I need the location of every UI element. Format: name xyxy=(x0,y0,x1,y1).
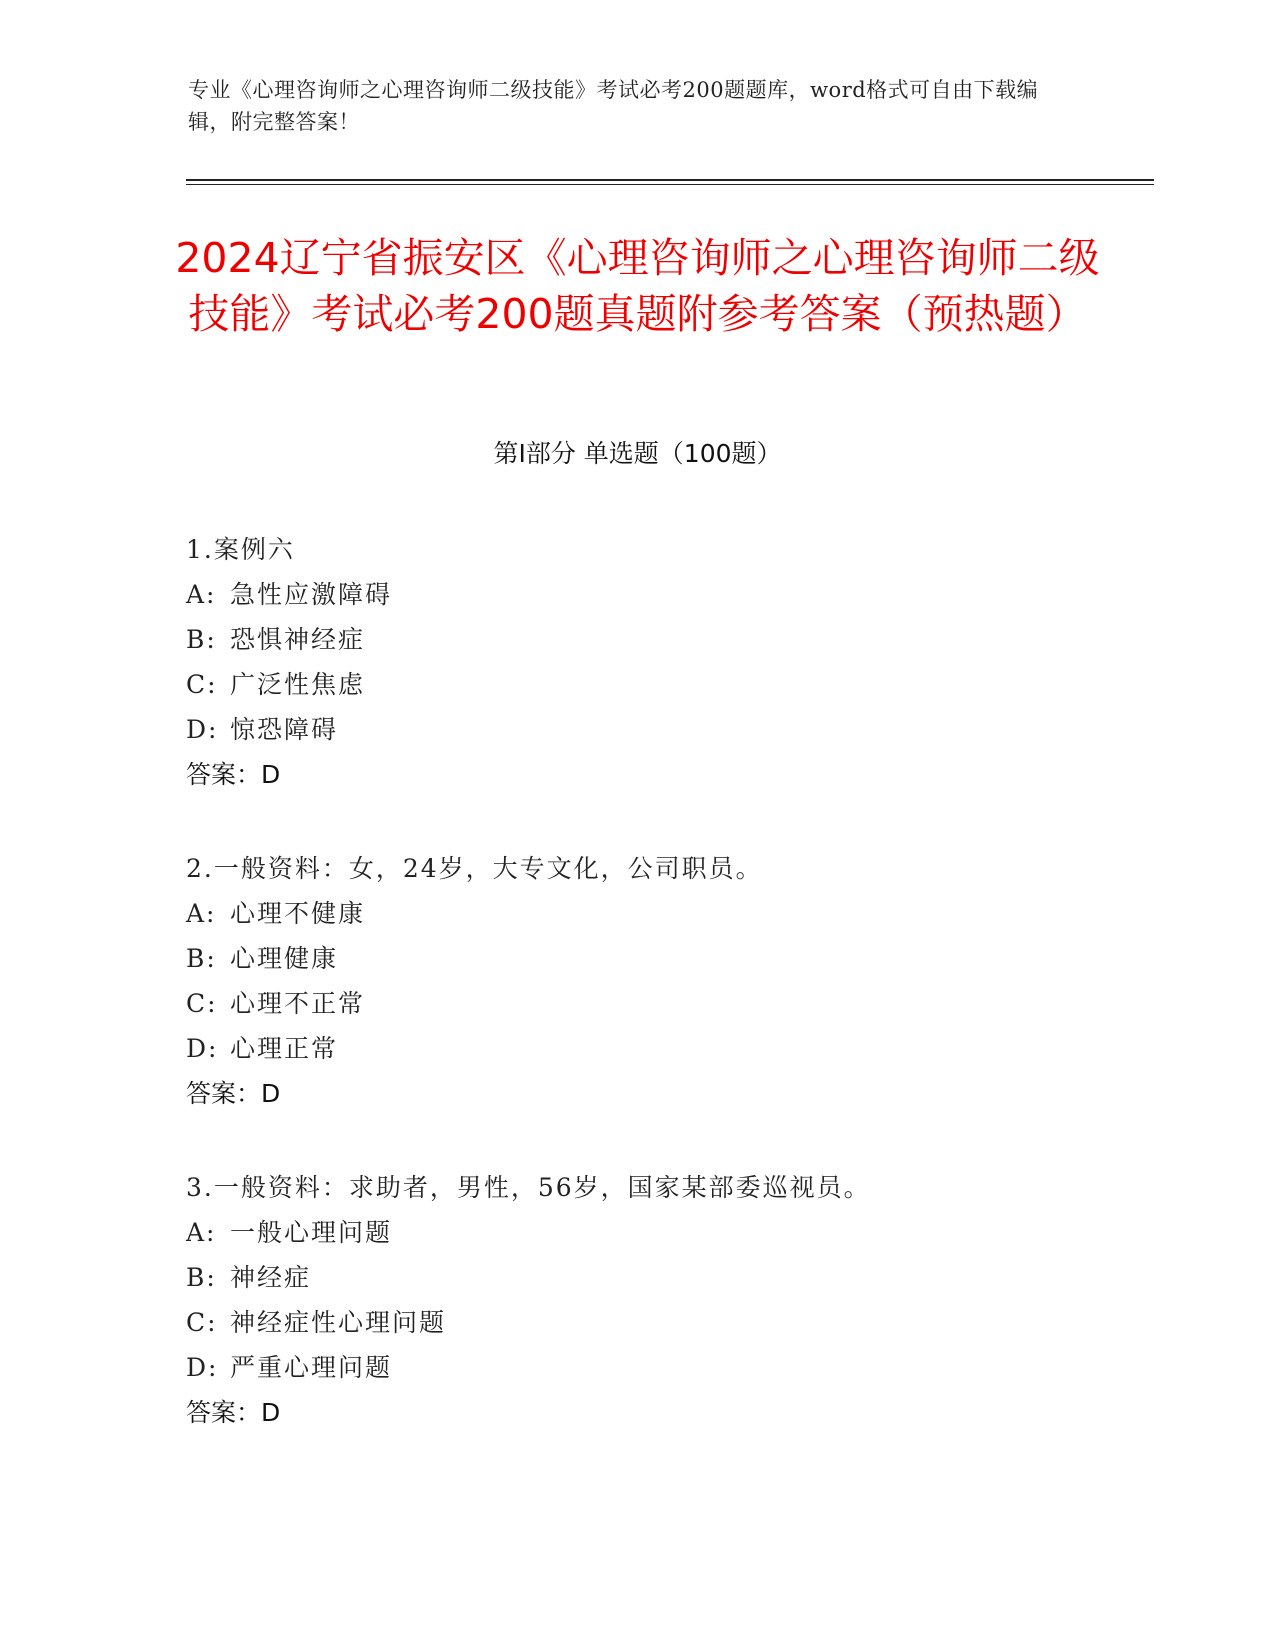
option-text: 心理健康 xyxy=(230,944,339,973)
option-text: 心理正常 xyxy=(230,1034,339,1063)
option-c xyxy=(186,662,1086,707)
question-stem: 2.一般资料：女，24岁，大专文化，公司职员。 xyxy=(186,854,763,883)
option-text: 严重心理问题 xyxy=(230,1353,393,1382)
option-text: 广泛性焦虑 xyxy=(230,670,366,699)
option-letter: D: xyxy=(186,715,219,744)
option-b xyxy=(186,936,1086,981)
option-letter: A: xyxy=(186,1218,217,1247)
option-d xyxy=(186,1345,1086,1390)
answer-line: 答案：D xyxy=(186,1079,281,1108)
option-d xyxy=(186,1026,1086,1071)
option-text: 恐惧神经症 xyxy=(230,625,366,654)
question-3 xyxy=(186,1165,1086,1435)
option-b xyxy=(186,617,1086,662)
question-stem: 3.一般资料：求助者，男性，56岁，国家某部委巡视员。 xyxy=(186,1173,871,1202)
option-letter: C: xyxy=(186,989,218,1018)
option-letter: C: xyxy=(186,1308,218,1337)
answer-line: 答案：D xyxy=(186,760,281,789)
option-letter: D: xyxy=(186,1034,219,1063)
option-a xyxy=(186,572,1086,617)
option-letter: A: xyxy=(186,580,217,609)
question-2 xyxy=(186,846,1086,1116)
option-a xyxy=(186,891,1086,936)
option-letter: B: xyxy=(186,944,217,973)
option-c xyxy=(186,981,1086,1026)
answer-line: 答案：D xyxy=(186,1398,281,1427)
option-text: 心理不正常 xyxy=(230,989,366,1018)
section-heading: 第I部分 单选题（100题） xyxy=(493,439,782,468)
option-d xyxy=(186,707,1086,752)
option-text: 一般心理问题 xyxy=(230,1218,393,1247)
header-rule-thick xyxy=(186,179,1154,181)
option-letter: B: xyxy=(186,1263,217,1292)
option-text: 神经症 xyxy=(230,1263,312,1292)
option-letter: B: xyxy=(186,625,217,654)
option-c xyxy=(186,1300,1086,1345)
header-note: 专业《心理咨询师之心理咨询师二级技能》考试必考200题题库，word格式可自由下载编辑，附完整答案！ xyxy=(188,78,1039,134)
document-title: 2024辽宁省振安区《心理咨询师之心理咨询师二级技能》考试必考200题真题附参考答案（预热题） xyxy=(175,234,1100,338)
option-text: 惊恐障碍 xyxy=(230,715,339,744)
option-text: 心理不健康 xyxy=(230,899,366,928)
option-letter: C: xyxy=(186,670,218,699)
header-rule-thin xyxy=(186,184,1154,185)
question-1 xyxy=(186,527,1086,797)
option-letter: D: xyxy=(186,1353,219,1382)
option-a xyxy=(186,1210,1086,1255)
option-text: 神经症性心理问题 xyxy=(230,1308,447,1337)
question-stem: 1.案例六 xyxy=(186,535,295,564)
option-b xyxy=(186,1255,1086,1300)
option-letter: A: xyxy=(186,899,217,928)
option-text: 急性应激障碍 xyxy=(230,580,393,609)
